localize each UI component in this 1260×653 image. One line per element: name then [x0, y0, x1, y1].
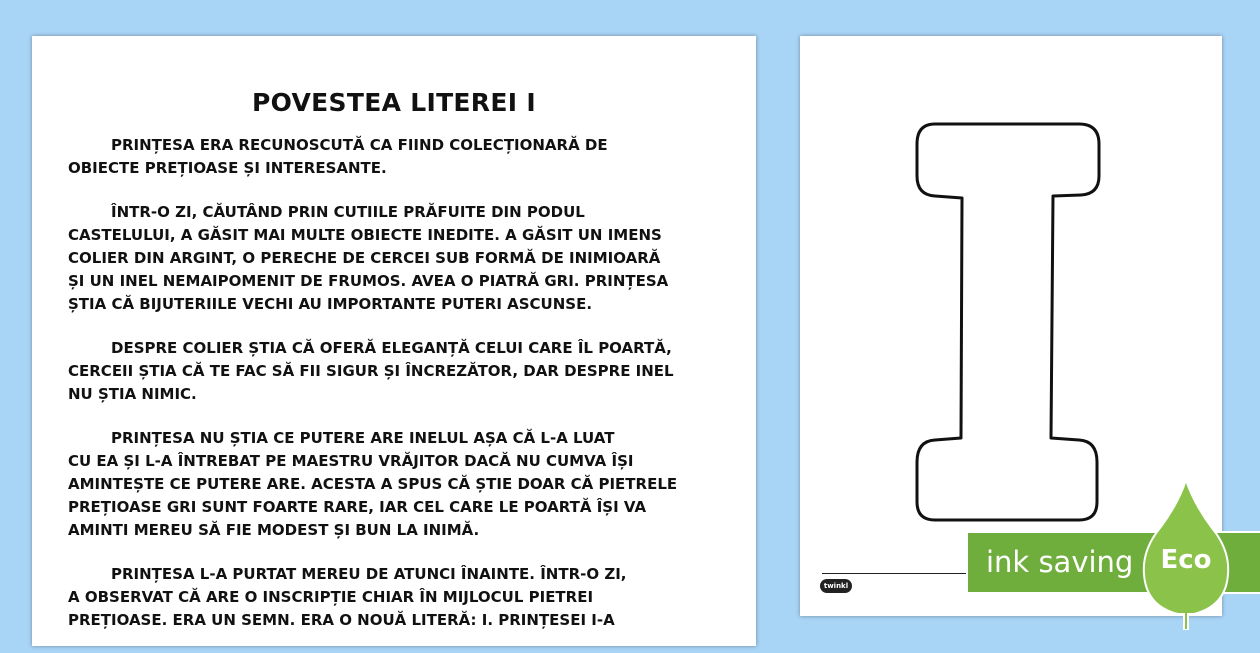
- story-line: A OBSERVAT CĂ ARE O INSCRIPȚIE CHIAR ÎN MIJLOCUL PIETREI: [68, 588, 594, 606]
- story-line: PRINȚESA ERA RECUNOSCUTĂ CA FIIND COLECȚIONARĂ DE: [111, 136, 608, 154]
- brand-logo: twinkl: [820, 579, 852, 593]
- story-page: [32, 36, 756, 646]
- eco-label: Eco: [1160, 545, 1212, 575]
- letter-i-outline-icon: [913, 120, 1103, 540]
- story-line: PRINȚESA L-A PURTAT MEREU DE ATUNCI ÎNAINTE. ÎNTR-O ZI,: [111, 565, 627, 583]
- story-paragraph: [68, 201, 728, 316]
- story-line: PRINȚESA NU ȘTIA CE PUTERE ARE INELUL AȘA CĂ L-A LUAT: [111, 429, 615, 447]
- story-line: PREȚIOASE GRI SUNT FOARTE RARE, IAR CEL CARE LE POARTĂ ÎȘI VA: [68, 498, 647, 516]
- story-line: CASTELULUI, A GĂSIT MAI MULTE OBIECTE INEDITE. A GĂSIT UN IMENS: [68, 226, 662, 244]
- story-line: COLIER DIN ARGINT, O PERECHE DE CERCEI SUB FORMĂ DE INIMIOARĂ: [68, 249, 661, 267]
- story-paragraph: [68, 134, 728, 180]
- ink-saving-text: ink saving: [986, 545, 1134, 579]
- story-line: CERCEII ȘTIA CĂ TE FAC SĂ FII SIGUR ȘI ÎNCREZĂTOR, DAR DESPRE INEL: [68, 362, 674, 380]
- story-line: ȘTIA CĂ BIJUTERIILE VECHI AU IMPORTANTE PUTERI ASCUNSE.: [68, 295, 593, 313]
- story-text: [68, 134, 728, 653]
- story-line: ȘI UN INEL NEMAIPOMENIT DE FRUMOS. AVEA O PIATRĂ GRI. PRINȚESA: [68, 272, 669, 290]
- story-line: ÎNTR-O ZI, CĂUTÂND PRIN CUTIILE PRĂFUITE DIN PODUL: [111, 203, 585, 221]
- story-line: AMINTEȘTE CE PUTERE ARE. ACESTA A SPUS CĂ ȘTIE DOAR CĂ PIETRELE: [68, 475, 678, 493]
- story-line: NU ȘTIA NIMIC.: [68, 385, 197, 403]
- story-line: AMINTI MEREU SĂ FIE MODEST ȘI BUN LA INIMĂ.: [68, 521, 480, 539]
- story-paragraph: [68, 337, 728, 406]
- story-line: PREȚIOASE. ERA UN SEMN. ERA O NOUĂ LITERĂ: I. PRINȚESEI I-A: [68, 611, 615, 629]
- story-line: CU EA ȘI L-A ÎNTREBAT PE MAESTRU VRĂJITOR DACĂ NU CUMVA ÎȘI: [68, 452, 634, 470]
- story-paragraph: [68, 563, 728, 632]
- page-title: POVESTEA LITEREI I: [252, 88, 536, 117]
- story-line: DESPRE COLIER ȘTIA CĂ OFERĂ ELEGANȚĂ CELUI CARE ÎL POARTĂ,: [111, 339, 672, 357]
- story-line: OBIECTE PREȚIOASE ȘI INTERESANTE.: [68, 159, 387, 177]
- story-paragraph: [68, 427, 728, 542]
